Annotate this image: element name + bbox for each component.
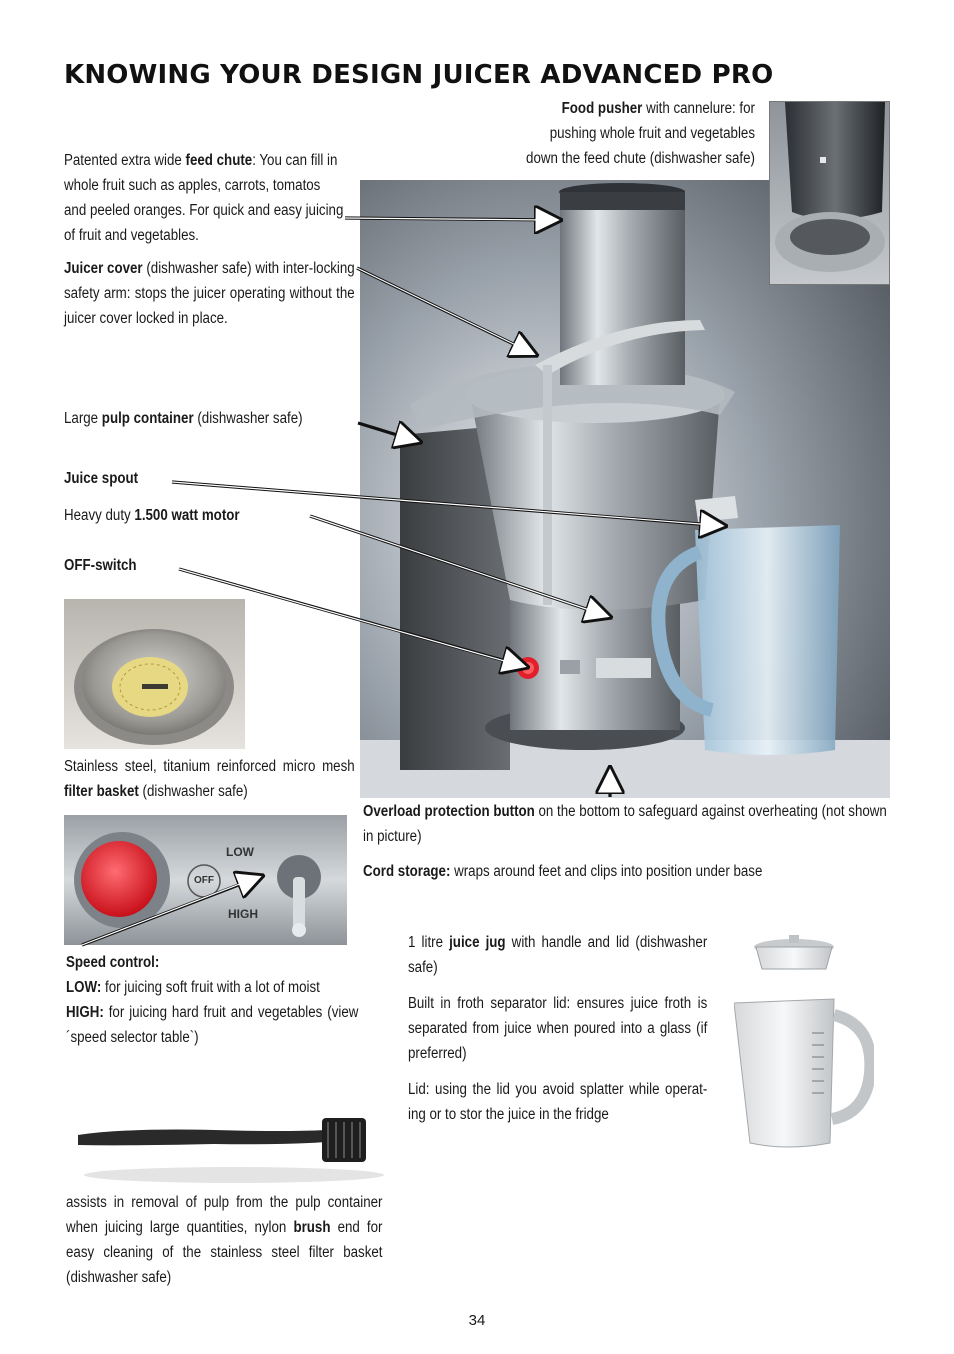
lid-text: Lid: using the lid you avoid splatter while operat-ing or to stor the juice in the fridge — [408, 1081, 708, 1123]
low-term: LOW: — [66, 979, 102, 996]
cord-storage-callout: Cord storage: wraps around feet and clips into position under base — [363, 863, 763, 880]
high-term: HIGH: — [66, 1004, 104, 1021]
speed-high-label: HIGH — [228, 907, 258, 921]
juice-jug-term: juice jug — [449, 934, 506, 951]
food-pusher-term: Food pusher — [561, 100, 643, 117]
food-pusher-text: with cannelure: for pushing whole fruit and vegetables down the feed chute (dishwasher safe) — [526, 100, 755, 167]
feed-chute-term: feed chute — [185, 152, 253, 169]
speed-low-label: LOW — [226, 845, 254, 859]
juice-jug-callout: 1 litre juice jug with handle and lid (dishwasher safe) Built in froth separator lid: ensures juice froth is separated from juice when poured into a glass (if preferred) Lid: using the lid you avoid splatter while operat-ing or to stor the juice in the fridge — [408, 930, 707, 1127]
filter-basket-callout: Stainless steel, titanium reinforced micro mesh filter basket (dishwasher safe) — [64, 758, 355, 800]
filter-basket-term: filter basket — [64, 783, 139, 800]
juicer-cover-callout: Juicer cover (dishwasher safe) with inter-locking safety arm: stops the juicer operating without the juicer cover locked in place. — [64, 260, 355, 327]
juice-spout-term: Juice spout — [64, 470, 139, 487]
froth-separator-text: Built in froth separator lid: ensures juice froth is separated from juice when poured into a glass (if preferred) — [408, 995, 708, 1062]
motor-callout: Heavy duty 1.500 watt motor — [64, 507, 240, 524]
brush-callout: assists in removal of pulp from the pulp container when juicing large quantities, nylon brush end for easy cleaning of the stainless steel filter basket (dishwasher safe) — [66, 1194, 383, 1286]
page-number: 34 — [468, 1312, 486, 1329]
page-title: KNOWING YOUR DESIGN JUICER ADVANCED PRO — [64, 60, 774, 90]
speed-control-callout: Speed control: LOW: for juicing soft fruit with a lot of moist HIGH: for juicing hard fruit and vegetables (view ´speed selector table`) — [66, 954, 359, 1046]
feed-chute-callout: Patented extra wide feed chute: You can fill in whole fruit such as apples, carrots, tomatos and peeled oranges. For quick and easy juicing of fruit and vegetables. — [64, 152, 344, 244]
speed-control-term: Speed control: — [66, 954, 160, 971]
off-switch-term: OFF-switch — [64, 557, 137, 574]
juicer-cover-term: Juicer cover — [64, 260, 143, 277]
pulp-container-term: pulp container — [101, 410, 194, 427]
motor-term: 1.500 watt motor — [134, 507, 240, 524]
cord-storage-term: Cord storage: — [363, 863, 451, 880]
overload-callout: Overload protection button on the bottom to safeguard against overheating (not shown in picture) — [363, 803, 887, 845]
brush-term: brush — [293, 1219, 331, 1236]
speed-off-label: OFF — [194, 875, 214, 886]
pulp-container-callout: Large pulp container (dishwasher safe) — [64, 410, 303, 427]
overload-term: Overload protection button — [363, 803, 535, 820]
